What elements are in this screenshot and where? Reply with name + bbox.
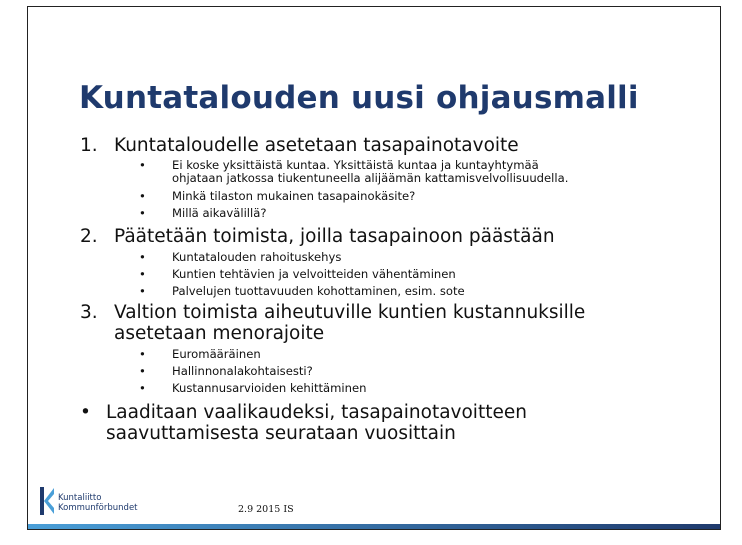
footer-bar [28,524,720,529]
item-number: 2. [80,226,98,247]
logo-text-finnish: Kuntaliitto [58,493,102,503]
bullet-icon: • [139,267,146,281]
bullet-icon: • [139,284,146,298]
bullet-icon: • [139,381,146,395]
item-text: Valtion toimista aiheutuville kuntien kustannuksille [114,302,586,323]
logo-text-swedish: Kommunförbundet [58,503,138,513]
bullet-icon: • [139,347,146,361]
item-text: Kuntataloudelle asetetaan tasapainotavoite [114,135,519,156]
item-text: Päätetään toimista, joilla tasapainoon päästään [114,226,555,247]
bullet-icon: • [139,250,146,264]
slide-date: 2.9 2015 IS [238,504,294,515]
bullet-icon: • [139,158,146,172]
kuntaliitto-logo [38,485,168,519]
item-number: 1. [80,135,98,156]
bullet-icon: • [80,402,91,423]
bullet-icon: • [139,206,146,220]
slide: Kuntatalouden uusi ohjausmalli 1. Kuntataloudelle asetetaan tasapainotavoite • Ei koske yksittäistä kuntaa. Yksittäistä kuntaa ja kuntayhtymää ohjataan jatkossa tiukentuneella alijäämän kattamisvelvollisuudella. • Minkä tilaston mukainen tasapainokäsite? • Millä aikavälillä? 2. Päätetään toimista, joilla tasapainoon päästään • Kuntatalouden rahoituskehys • Kuntien tehtävien ja velvoitteiden vähentäminen • Palvelujen tuottavuuden kohottaminen, esim. sote 3. Valtion toimista aiheutuville kuntien kustannuksille asetetaan menorajoite • Euromääräinen • Hallinnonalakohtaisesti? • Kustannusarvioiden kehittäminen • Laaditaan vaalikaudeksi, tasapainotavoitteen saavuttamisesta seurataan vuosittain Kuntaliitto Kommunförbundet 2.9 2015 IS [27,6,721,530]
bullet-icon: • [139,364,146,378]
item-number: 3. [80,302,98,323]
kuntaliitto-logo-icon [38,485,56,517]
slide-title: Kuntatalouden uusi ohjausmalli [79,80,639,116]
bullet-icon: • [139,189,146,203]
item-text: Laaditaan vaalikaudeksi, tasapainotavoitteen [106,402,527,423]
